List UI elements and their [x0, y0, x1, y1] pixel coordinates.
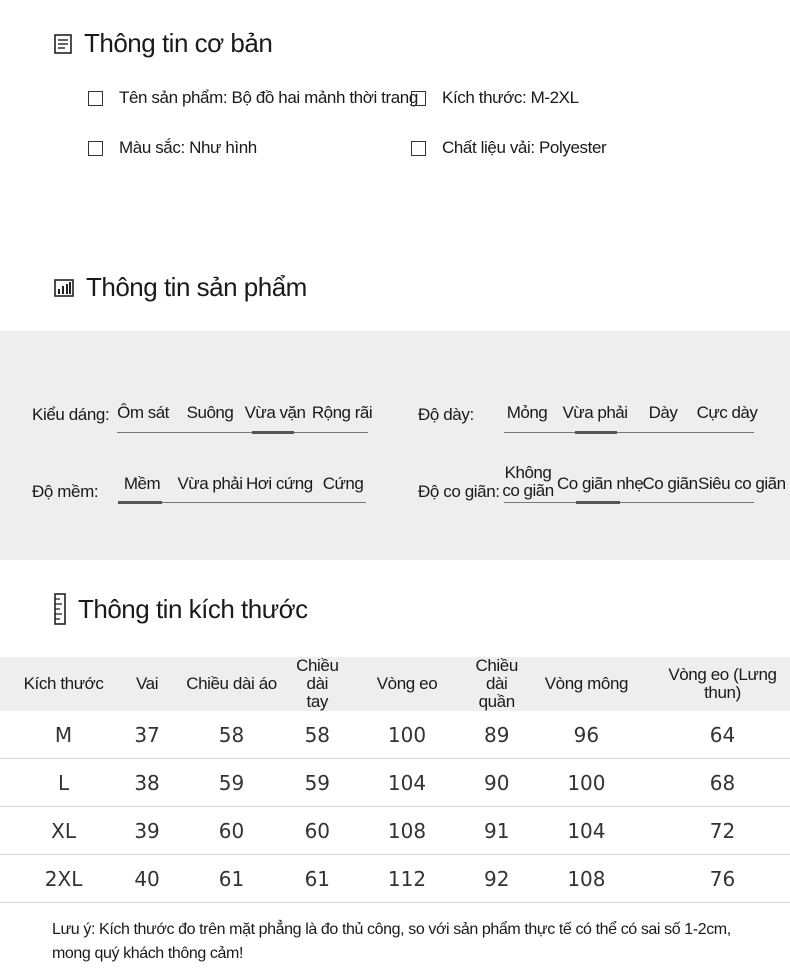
table-cell: 2XL [0, 855, 127, 903]
attr-option: Siêu co giãn [698, 474, 786, 493]
header-pants-length: Chiều dài quần [475, 656, 518, 711]
table-cell: 91 [475, 807, 517, 855]
attr-option: Mềm [123, 474, 161, 493]
table-cell: 37 [127, 711, 167, 759]
attr-option: Vừa phải [562, 403, 628, 422]
table-cell: 96 [518, 711, 655, 759]
table-cell: 90 [475, 759, 517, 807]
table-cell: 59 [296, 759, 338, 807]
attr-scale-line [504, 502, 754, 503]
attr-option: Dày [648, 403, 678, 422]
basic-item-size: Kích thước: M-2XL [411, 88, 579, 108]
basic-item-name: Tên sản phẩm: Bộ đồ hai mảnh thời trang [88, 88, 418, 108]
table-cell: 76 [655, 855, 790, 903]
table-cell: 108 [339, 807, 476, 855]
header-sleeve-length: Chiều dài tay [296, 656, 339, 711]
table-cell: 68 [655, 759, 790, 807]
attr-label-stretch: Độ co giãn: [418, 482, 500, 501]
table-cell: 60 [296, 807, 338, 855]
attr-scale-line [117, 432, 368, 433]
attr-option: Suông [186, 403, 234, 422]
table-cell: L [0, 759, 127, 807]
table-cell: 61 [296, 855, 338, 903]
attr-option: Vừa vặn [244, 403, 306, 422]
attr-option: Co giãn [642, 474, 698, 493]
attr-option: Ôm sát [117, 403, 169, 422]
bar-chart-icon [54, 279, 74, 297]
table-cell: 104 [339, 759, 476, 807]
table-cell: 92 [475, 855, 517, 903]
table-cell: M [0, 711, 127, 759]
attr-option: Cứng [322, 474, 364, 493]
table-row [0, 807, 790, 855]
attr-option: Rộng rãi [311, 403, 373, 422]
basic-item-color: Màu sắc: Như hình [88, 138, 257, 158]
document-icon [54, 34, 72, 54]
header-size: Kích thước [0, 657, 127, 711]
attr-option: Hơi cứng [246, 474, 313, 493]
attr-option: Mỏng [506, 403, 548, 422]
ruler-icon [54, 593, 66, 625]
header-waist: Vòng eo [339, 657, 476, 711]
attr-selected-marker [252, 431, 294, 434]
header-shirt-length: Chiều dài áo [167, 657, 296, 711]
attr-option: Không co giãn [502, 463, 554, 500]
attr-scale-line [504, 432, 754, 433]
size-info-title: Thông tin kích thước [54, 593, 308, 625]
table-row [0, 855, 790, 903]
table-cell: 112 [339, 855, 476, 903]
table-row [0, 759, 790, 807]
header-elastic-waist: Vòng eo (Lưng thun) [655, 657, 790, 711]
measurement-note: Lưu ý: Kích thước đo trên mặt phẳng là đo thủ công, so với sản phẩm thực tế có thể có sai số 1-2cm, mong quý khách thông cảm! [52, 921, 731, 962]
basic-info-title: Thông tin cơ bản [54, 28, 272, 59]
attr-selected-marker [118, 501, 162, 504]
table-cell: 39 [127, 807, 167, 855]
table-row [0, 711, 790, 759]
checkbox-icon [411, 141, 426, 156]
table-cell: 40 [127, 855, 167, 903]
table-cell: 89 [475, 711, 517, 759]
attr-label-thickness: Độ dày: [418, 405, 474, 424]
table-cell: 64 [655, 711, 790, 759]
basic-item-material: Chất liệu vải: Polyester [411, 138, 606, 158]
table-cell: 100 [518, 759, 655, 807]
table-cell: 58 [167, 711, 296, 759]
table-cell: XL [0, 807, 127, 855]
attr-option: Cực dày [696, 403, 758, 422]
attr-selected-marker [575, 431, 617, 434]
table-cell: 38 [127, 759, 167, 807]
product-attributes-panel [0, 331, 790, 560]
attr-label-softness: Độ mềm: [32, 482, 99, 501]
table-cell: 72 [655, 807, 790, 855]
checkbox-icon [88, 141, 103, 156]
header-shoulder: Vai [127, 657, 167, 711]
header-hip: Vòng mông [518, 657, 655, 711]
table-cell: 108 [518, 855, 655, 903]
size-table [0, 657, 790, 903]
table-cell: 60 [167, 807, 296, 855]
table-cell: 59 [167, 759, 296, 807]
size-table-header [0, 657, 790, 711]
table-cell: 104 [518, 807, 655, 855]
attr-option: Vừa phải [177, 474, 243, 493]
table-cell: 100 [339, 711, 476, 759]
checkbox-icon [88, 91, 103, 106]
product-info-title: Thông tin sản phẩm [54, 272, 307, 303]
attr-label-style: Kiểu dáng: [32, 405, 110, 424]
checkbox-icon [411, 91, 426, 106]
table-cell: 58 [296, 711, 338, 759]
attr-selected-marker [576, 501, 620, 504]
attr-option: Co giãn nhẹ [557, 474, 644, 493]
table-cell: 61 [167, 855, 296, 903]
